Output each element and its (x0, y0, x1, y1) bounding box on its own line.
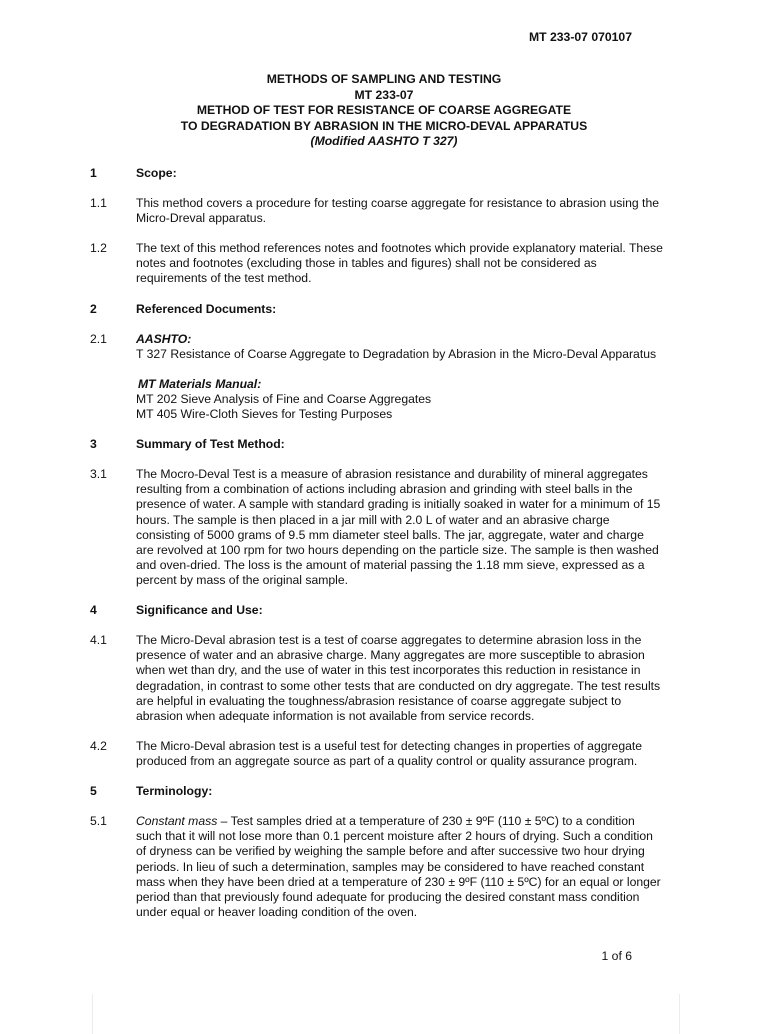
text-line: and oven-dried. The loss is the amount of material passing the 1.18 mm sieve, expressed as a (136, 558, 645, 573)
text-line: requirements of the test method. (136, 271, 312, 286)
reference-label: AASHTO: (136, 332, 192, 346)
section-title: Scope: (136, 166, 177, 180)
text-line: The text of this method references notes and footnotes which provide explanatory material. These (136, 241, 663, 255)
reference-label: MT Materials Manual: (138, 377, 262, 391)
text-line: Micro-Dreval apparatus. (136, 211, 267, 226)
text-line: mass when they have been dried at a temperature of 230 ± 9ºF (110 ± 5ºC) for an equal or longer (136, 874, 661, 889)
section-text (136, 633, 682, 724)
text-line: The Micro-Deval abrasion test is a useful test for detecting changes in properties of aggregate (136, 739, 643, 753)
text-line: under equal or heaver loading condition of the oven. (136, 905, 418, 920)
text-line: consisting of 5000 grams of 9.5 mm diameter steel balls. The jar, aggregate, water and charge (136, 527, 644, 542)
section-text (136, 467, 682, 589)
title-line-1: METHODS OF SAMPLING AND TESTING (266, 72, 502, 86)
text-line: hours. The sample is then placed in a jar mill with 2.0 L of water and an abrasive charge (136, 512, 610, 527)
text-line: of dryness can be verified by weighing the sample before and after successive two hour drying (136, 844, 645, 859)
title-line-4: TO DEGRADATION BY ABRASION IN THE MICRO-DEVAL APPARATUS (180, 118, 588, 133)
section-title: Summary of Test Method: (136, 437, 285, 451)
section-number: 1.2 (90, 241, 107, 255)
text-line: periods. In lieu of such a determination, samples may be considered to have reached constant (136, 859, 645, 874)
text-line: resulting from a combination of actions including abrasion and grinding with steel balls in the (136, 482, 633, 497)
section-text (136, 241, 682, 287)
text-line: MT 405 Wire-Cloth Sieves for Testing Purposes (136, 407, 393, 422)
text-line (136, 814, 682, 829)
text-line: T 327 Resistance of Coarse Aggregate to Degradation by Abrasion in the Micro-Deval Apparatus (136, 347, 657, 362)
text-line: MT 202 Sieve Analysis of Fine and Coarse Aggregates (136, 392, 432, 407)
section-title: Referenced Documents: (136, 302, 277, 316)
section-number: 4.2 (90, 739, 107, 753)
defined-term: Constant mass (136, 814, 218, 828)
section-number: 3.1 (90, 467, 107, 481)
text-line: The Mocro-Deval Test is a measure of abrasion resistance and durability of mineral aggregates (136, 467, 648, 481)
document-code: MT 233-07 070107 (529, 30, 632, 44)
text-line: are helpful in evaluating the toughness/abrasion resistance of coarse aggregate subject to (136, 693, 622, 708)
section-number: 5.1 (90, 814, 107, 828)
text-line: are revolved at 100 rpm for two hours depending on the particle size. The sample is then washed (136, 543, 659, 558)
section-title: Terminology: (136, 784, 213, 798)
document-titles (0, 72, 768, 150)
text-line: degradation, in contrast to some other tests that are conducted on dry aggregate. The test results (136, 678, 661, 693)
title-line-3: METHOD OF TEST FOR RESISTANCE OF COARSE AGGREGATE (196, 103, 572, 118)
section-title: Significance and Use: (136, 603, 263, 617)
section-text (136, 196, 682, 226)
text-line: period than that previously found adequate for producing the desired constant mass condition (136, 890, 640, 905)
section-number: 3 (90, 437, 97, 451)
text-line: presence of water. A sample with standard grading is initially soaked in water for a minimum of 15 (136, 497, 661, 512)
text-line: such that it will not lose more than 0.1 percent moisture after 2 hours of drying. Such a condition (136, 829, 653, 844)
title-line-2: MT 233-07 (354, 87, 414, 102)
section-text (136, 332, 682, 362)
definition-start: – Test samples dried at a temperature of 230 ± 9ºF (110 ± 5ºC) to a condition (217, 814, 635, 828)
next-page-edge (92, 994, 680, 1034)
section-number: 5 (90, 784, 97, 798)
section-number: 4.1 (90, 633, 107, 647)
section-text (136, 814, 682, 920)
text-line: percent by mass of the original sample. (136, 573, 349, 588)
text-line: produced from an aggregate source as part of a quality control or quality assurance program. (136, 754, 638, 769)
text-line: presence of water and an abrasive charge. Many aggregates are more susceptible to abrasion (136, 648, 645, 663)
section-number: 2 (90, 302, 97, 316)
section-text (136, 739, 682, 769)
text-line: This method covers a procedure for testing coarse aggregate for resistance to abrasion using the (136, 196, 659, 210)
text-line: notes and footnotes (excluding those in tables and figures) shall not be considered as (136, 256, 597, 271)
text-line: when wet than dry, and the use of water in this test incorporates this reduction in resistance in (136, 663, 641, 678)
text-line: The Micro-Deval abrasion test is a test of coarse aggregates to determine abrasion loss in the (136, 633, 642, 647)
title-subtitle: (Modified AASHTO T 327) (310, 134, 458, 149)
section-text (136, 377, 682, 423)
page-number: 1 of 6 (601, 949, 632, 963)
section-number: 2.1 (90, 332, 107, 346)
section-number: 1.1 (90, 196, 107, 210)
section-number: 1 (90, 166, 97, 180)
section-number: 4 (90, 603, 97, 617)
text-line: abrasion when adequate information is not available from service records. (136, 709, 535, 724)
